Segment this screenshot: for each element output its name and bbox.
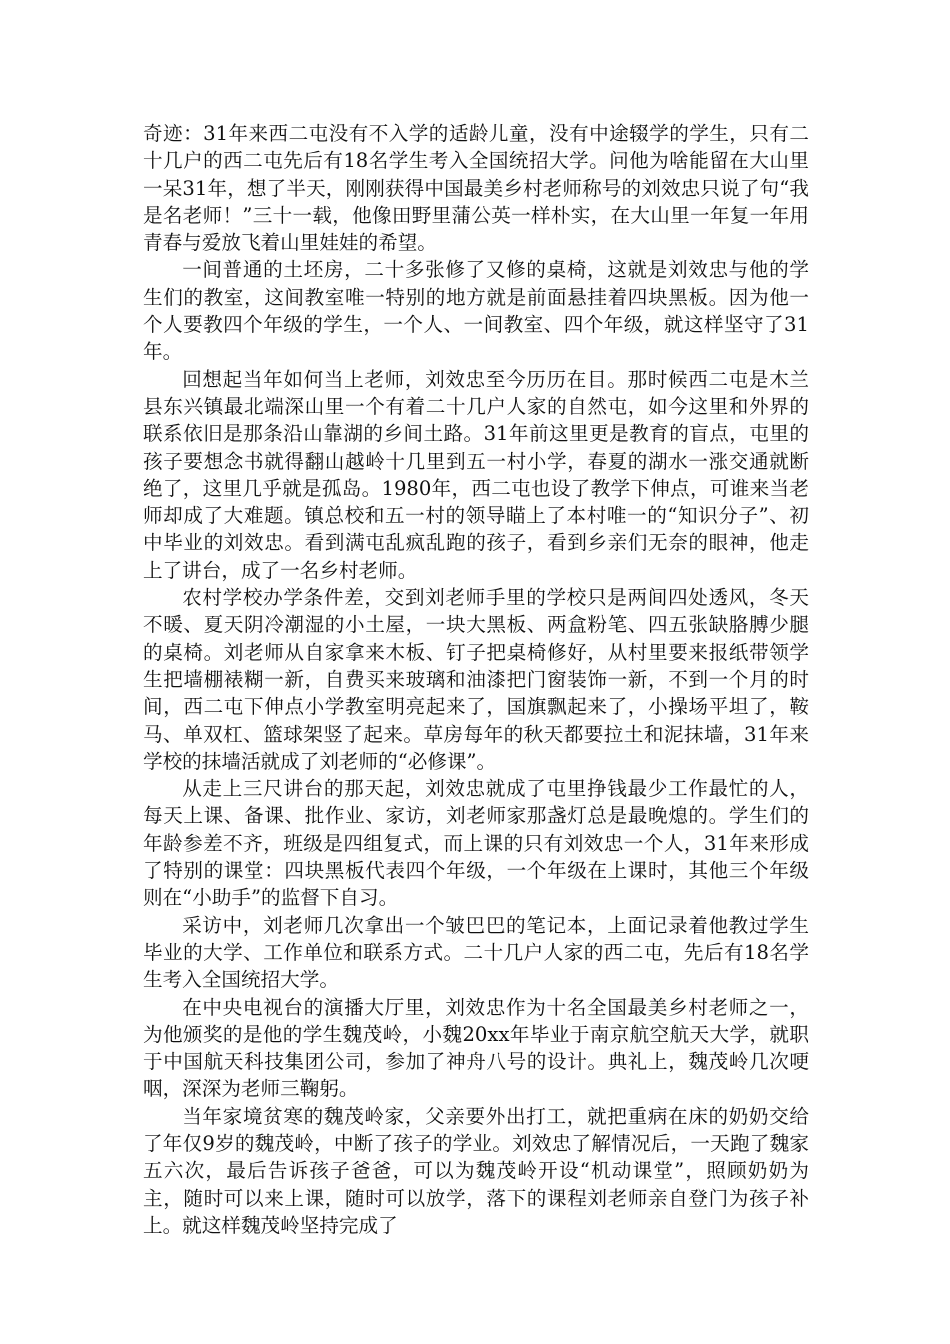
- paragraph-6: 采访中，刘老师几次拿出一个皱巴巴的笔记本，上面记录着他教过学生毕业的大学、工作单位和联系方式。二十几户人家的西二屯，先后有18名学生考入全国统招大学。: [143, 913, 809, 992]
- paragraph-3: 回想起当年如何当上老师，刘效忠至今历历在目。那时候西二屯是木兰县东兴镇最北端深山里一个有着二十几户人家的自然屯，如今这里和外界的联系依旧是那条沿山靠湖的乡间土路。31年前这里更是教育的盲点，屯里的孩子要想念书就得翻山越岭十几里到五一村小学，春夏的湖水一涨交通就断绝了，这里几乎就是孤岛。1980年，西二屯也设了教学下伸点，可谁来当老师却成了大难题。镇总校和五一村的领导瞄上了本村唯一的“知识分子”、初中毕业的刘效忠。看到满屯乱疯乱跑的孩子，看到乡亲们无奈的眼神，他走上了讲台，成了一名乡村老师。: [143, 367, 809, 582]
- paragraph-2: 一间普通的土坯房，二十多张修了又修的桌椅，这就是刘效忠与他的学生们的教室，这间教室唯一特别的地方就是前面悬挂着四块黑板。因为他一个人要教四个年级的学生，一个人、一间教室、四个年级，就这样坚守了31年。: [143, 258, 809, 364]
- paragraph-4: 农村学校办学条件差，交到刘老师手里的学校只是两间四处透风，冬天不暖、夏天阴冷潮湿的小土屋，一块大黑板、两盒粉笔、四五张缺胳膊少腿的桌椅。刘老师从自家拿来木板、钉子把桌椅修好，从村里要来报纸带领学生把墙棚裱糊一新，自费买来玻璃和油漆把门窗装饰一新，不到一个月的时间，西二屯下伸点小学教室明亮起来了，国旗飘起来了，小操场平坦了，鞍马、单双杠、篮球架竖了起来。草房每年的秋天都要拉土和泥抹墙，31年来学校的抹墙活就成了刘老师的“必修课”。: [143, 586, 809, 773]
- paragraph-1: 奇迹：31年来西二屯没有不入学的适龄儿童，没有中途辍学的学生，只有二十几户的西二屯先后有18名学生考入全国统招大学。问他为啥能留在大山里一呆31年，想了半天，刚刚获得中国最美乡村老师称号的刘效忠只说了句“我是名老师！”三十一载，他像田野里蒲公英一样朴实，在大山里一年复一年用青春与爱放飞着山里娃娃的希望。: [143, 122, 809, 255]
- paragraph-5: 从走上三尺讲台的那天起，刘效忠就成了屯里挣钱最少工作最忙的人，每天上课、备课、批作业、家访，刘老师家那盏灯总是最晚熄的。学生们的年龄参差不齐，班级是四组复式，而上课的只有刘效忠一个人，31年来形成了特别的课堂：四块黑板代表四个年级，一个年级在上课时，其他三个年级则在“小助手”的监督下自习。: [143, 777, 809, 910]
- paragraph-8: 当年家境贫寒的魏茂岭家，父亲要外出打工，就把重病在床的奶奶交给了年仅9岁的魏茂岭，中断了孩子的学业。刘效忠了解情况后，一天跑了魏家五六次，最后告诉孩子爸爸，可以为魏茂岭开设“机动课堂”，照顾奶奶为主，随时可以来上课，随时可以放学，落下的课程刘老师亲自登门为孩子补上。就这样魏茂岭坚持完成了: [143, 1104, 809, 1237]
- document-page: [143, 120, 809, 1239]
- paragraph-7: 在中央电视台的演播大厅里，刘效忠作为十名全国最美乡村老师之一，为他颁奖的是他的学生魏茂岭，小魏20xx年毕业于南京航空航天大学，就职于中国航天科技集团公司，参加了神舟八号的设计。典礼上，魏茂岭几次哽咽，深深为老师三鞠躬。: [143, 995, 809, 1101]
